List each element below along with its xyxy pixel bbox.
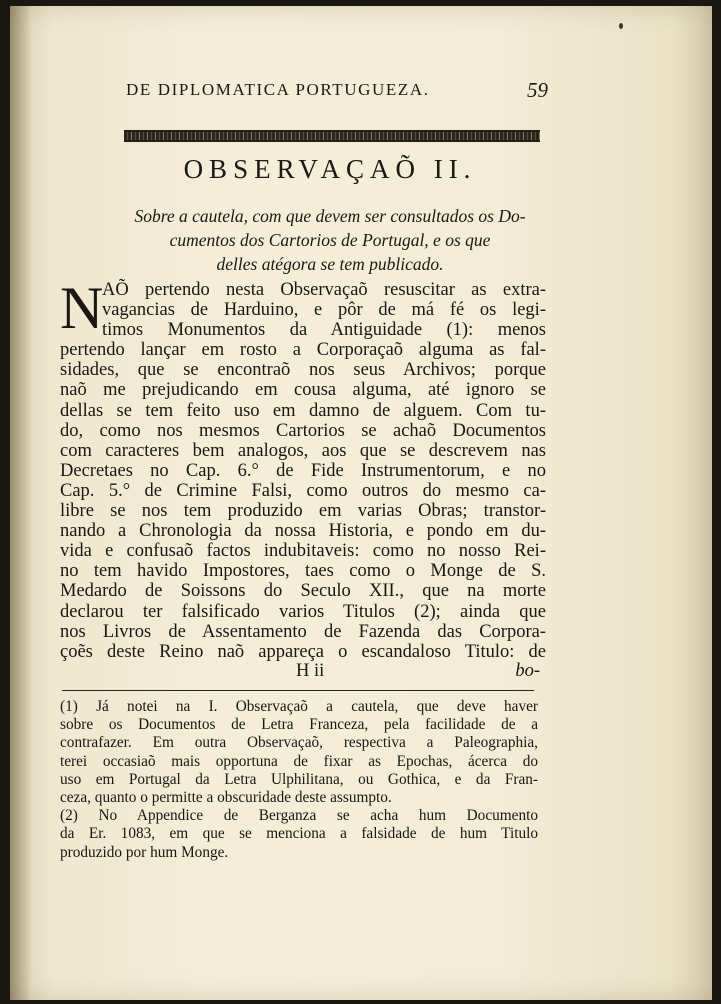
footnote-rule <box>62 690 534 691</box>
body-line: Decretaes no Cap. 6.° de Fide Instrumentorum, e no <box>60 460 546 481</box>
body-line: vida e confusaõ factos indubitaveis: como no nosso Rei- <box>60 541 546 562</box>
footnote-line: sobre os Documentos de Letra Franceza, pela facilidade de a <box>60 716 538 734</box>
footnote-line: terei occasiaõ mais opportuna de fixar as Epochas, ácerca do <box>60 752 538 770</box>
body-text <box>60 275 546 662</box>
body-line: vagancias de Harduino, e pôr de má fé os legi- <box>102 300 546 321</box>
body-line: çoẽs deste Reino naõ appareça o escandaloso Titulo: de <box>60 641 546 662</box>
signature-mark: H ii <box>296 661 325 681</box>
footnote-line: contrafazer. Em outra Observaçaõ, respectiva a Paleographia, <box>60 734 538 752</box>
footnote-line: produzido por hum Monge. <box>60 843 229 861</box>
catchword: bo- <box>515 661 540 681</box>
body-line: declarou ter falsificado varios Titulos (2); ainda que <box>60 601 546 622</box>
body-line: sidades, que se encontraõ nos seus Archivos; porque <box>60 360 546 381</box>
body-line: no tem havido Impostores, taes como o Monge de S. <box>60 561 546 582</box>
footnote-line: da Er. 1083, em que se menciona a falsidade de hum Titulo <box>60 825 538 843</box>
body-line: Medardo de Soissons do Seculo XII., que na morte <box>60 581 546 602</box>
body-line: dellas se tem feito uso em damno de alguem. Com tu- <box>60 400 546 421</box>
body-line: naõ me prejudicando em cousa alguma, até ignoro se <box>60 380 546 401</box>
gutter-shadow <box>10 6 32 1000</box>
footnote-line: (1) Já notei na I. Observaçaõ a cautela, que deve haver <box>60 698 538 715</box>
footnote-line: uso em Portugal da Letra Ulphilitana, ou Gothica, e da Fran- <box>60 770 538 788</box>
body-line: nando a Chronologia da nossa Historia, e pondo em du- <box>60 521 546 542</box>
subheading-line: delles atégora se tem publicado. <box>216 254 444 274</box>
body-line: pertendo lançar em rosto a Corporaçaõ alguma as fal- <box>60 340 546 361</box>
body-line: com caracteres bem analogos, aos que se descrevem nas <box>60 440 546 461</box>
footnote-line: ceza, quanto o permitte a obscuridade deste assumpto. <box>60 788 392 806</box>
section-subheading <box>110 204 550 276</box>
body-line: nos Livros de Assentamento de Fazenda das Corpora- <box>60 621 546 642</box>
section-heading: OBSERVAÇAÕ II. <box>183 154 477 184</box>
footnote-line: (2) No Appendice de Berganza se acha hum Documento <box>60 807 538 825</box>
running-head-title: DE DIPLOMATICA PORTUGUEZA. <box>126 80 430 99</box>
ink-speck <box>619 23 623 29</box>
body-line: Cap. 5.° de Crimine Falsi, como outros do mesmo ca- <box>60 480 546 501</box>
body-line: AÕ pertendo nesta Observaçaõ resuscitar as extra- <box>102 280 546 300</box>
running-head <box>110 78 550 108</box>
subheading-line: cumentos dos Cartorios de Portugal, e os que <box>169 230 491 250</box>
subheading-line: Sobre a cautela, com que devem ser consultados os Do- <box>134 206 526 226</box>
footnotes <box>60 698 538 862</box>
signature-line <box>170 661 550 685</box>
page-number: 59 <box>527 78 548 102</box>
body-line: timos Monumentos da Antiguidade (1): menos <box>102 320 546 341</box>
body-line: libre se nos tem produzido em varias Obras; transtor- <box>60 501 546 522</box>
body-line: do, como nos mesmos Cartorios se achaõ Documentos <box>60 420 546 441</box>
book-page <box>10 6 712 1000</box>
ornamental-rule <box>124 130 540 142</box>
drop-capital: N <box>60 275 104 341</box>
